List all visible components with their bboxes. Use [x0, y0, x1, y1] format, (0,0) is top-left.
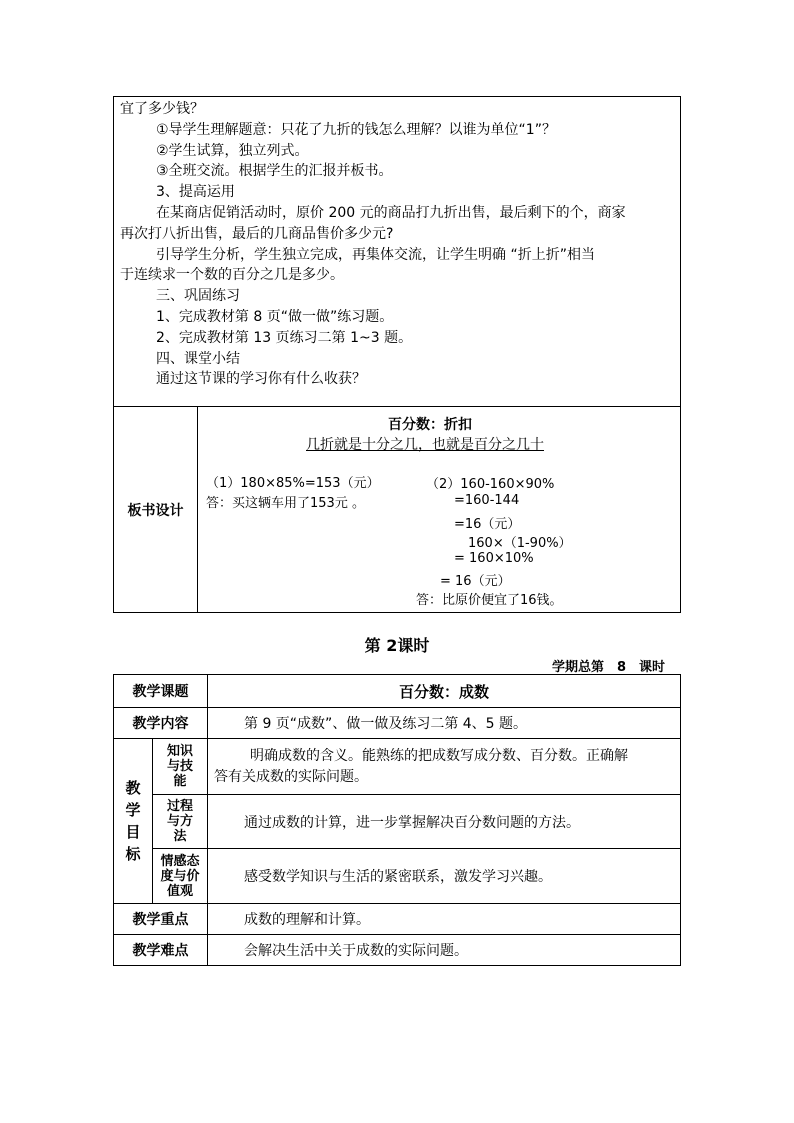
board-design-cell [198, 407, 681, 613]
process-line: 3、提高运用 [156, 184, 235, 201]
process-line: 引导学生分析，学生独立完成，再集体交流，让学生明确 “折上折”相当 [156, 246, 595, 263]
goal-sub-label-text: 知识与技能 [166, 744, 193, 789]
process-line: 2、完成教材第 13 页练习二第 1~3 题。 [156, 329, 413, 346]
key-point-value: 成数的理解和计算。 [208, 904, 681, 935]
lesson-process-table [113, 96, 681, 613]
lesson-plan-table [113, 674, 681, 966]
goal-value [208, 739, 681, 795]
goal-value: 感受数学知识与生活的紧密联系，激发学习兴趣。 [208, 849, 681, 904]
process-line: ①导学生理解题意：只花了九折的钱怎么理解？以谁为单位“1”？ [156, 121, 556, 138]
lesson-heading: 第 2课时 [364, 636, 430, 655]
content-label: 教学内容 [114, 708, 208, 739]
goal-value-line: 答有关成数的实际问题。 [214, 768, 368, 785]
board-subtitle: 几折就是十分之几，也就是百分之几十 [306, 437, 544, 453]
goal-sub-label [153, 849, 208, 904]
process-line: ②学生试算，独立列式。 [156, 142, 309, 159]
board-q2-line: 160×（1-90%） [468, 536, 572, 551]
board-title: 百分数：折扣 [388, 417, 472, 433]
process-line: ③全班交流。根据学生的汇报并板书。 [156, 163, 393, 180]
process-cell [114, 97, 681, 407]
goal-value-line: 明确成数的含义。能熟练的把成数写成分数、百分数。正确解 [250, 747, 628, 764]
board-q2-line: = 16（元） [440, 574, 511, 589]
process-line: 再次打八折出售，最后的几商品售价多少元? [120, 225, 394, 242]
semester-total-label: 学期总第 8 课时 [552, 660, 666, 675]
goal-sub-label [153, 739, 208, 795]
difficulty-label: 教学难点 [114, 935, 208, 966]
board-q2-line: =16（元） [454, 517, 521, 532]
goal-sub-label [153, 795, 208, 849]
topic-value: 百分数：成数 [208, 675, 681, 708]
board-design-label: 板书设计 [114, 407, 198, 613]
board-q2-line: （2）160-160×90% [426, 477, 555, 492]
process-line: 在某商店促销活动时，原价 200 元的商品打九折出售，最后剩下的个，商家 [156, 204, 626, 221]
board-q1-expression: （1）180×85%=153（元） [206, 476, 380, 491]
content-value: 第 9 页“成数”、做一做及练习二第 4、5 题。 [208, 708, 681, 739]
process-line: 通过这节课的学习你有什么收获？ [156, 371, 366, 388]
goal-sub-label-text: 情感态度与价值观 [160, 853, 200, 899]
process-line: 四、课堂小结 [156, 350, 240, 367]
process-line: 1、完成教材第 8 页“做一做”练习题。 [156, 308, 394, 325]
difficulty-value: 会解决生活中关于成数的实际问题。 [208, 935, 681, 966]
process-line: 于连续求一个数的百分之几是多少。 [120, 267, 344, 284]
board-q1-answer: 答：买这辆车用了153元 。 [206, 496, 365, 511]
goal-label-text: 教学目标 [125, 779, 141, 863]
board-q2-line: 答：比原价便宜了16钱。 [416, 593, 563, 608]
process-line: 三、巩固练习 [156, 288, 240, 305]
topic-label: 教学课题 [114, 675, 208, 708]
process-line: 宜了多少钱？ [120, 101, 204, 117]
goal-sub-label-text: 过程与方法 [166, 799, 193, 844]
board-q2-line: = 160×10% [454, 551, 534, 566]
key-point-label: 教学重点 [114, 904, 208, 935]
goal-value: 通过成数的计算，进一步掌握解决百分数问题的方法。 [208, 795, 681, 849]
goal-label [114, 739, 153, 904]
board-q2-line: =160-144 [454, 493, 520, 508]
